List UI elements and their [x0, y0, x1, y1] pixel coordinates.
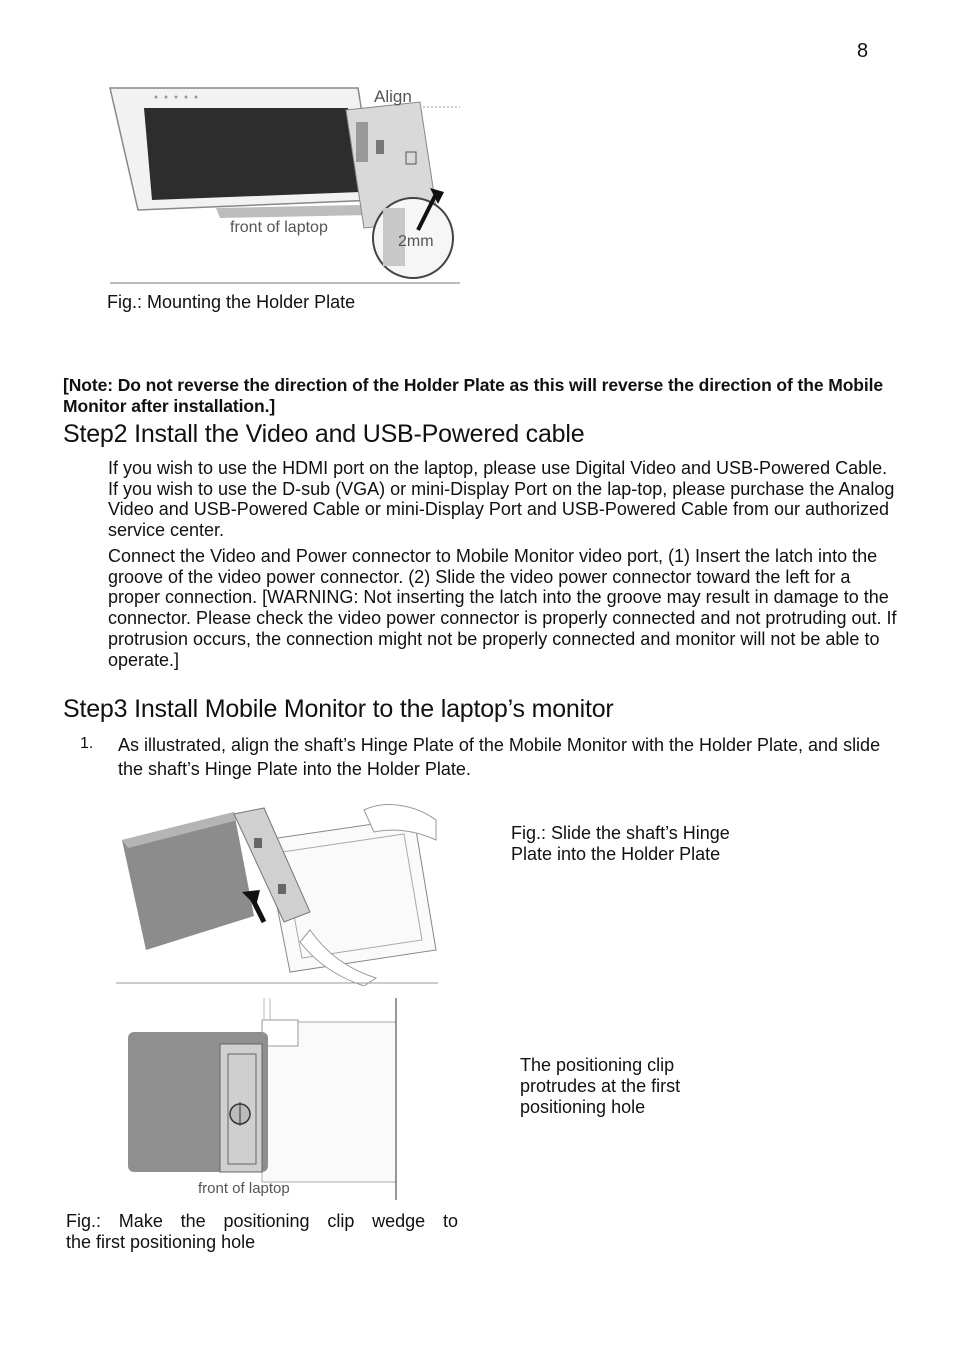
list-item-text: As illustrated, align the shaft’s Hinge Plate of the Mobile Monitor with the Holder Plate, and slide the shaft’s Hinge Plate into the Holder Plate.: [118, 735, 881, 779]
list-item-number: 1.: [80, 735, 94, 752]
step2-heading: Step2 Install the Video and USB-Powered cable: [63, 420, 585, 448]
installation-note: [Note: Do not reverse the direction of the Holder Plate as this will reverse the direction of the Mobile Monitor after installation.]: [63, 375, 884, 416]
figure1-align-label: Align: [374, 87, 412, 106]
figure3-side-line-2: protrudes at the first: [520, 1076, 681, 1096]
figure3-caption-line-1: Fig.: Make the positioning clip wedge to: [66, 1211, 458, 1231]
figure3-front-label: front of laptop: [198, 1180, 290, 1197]
figure2-caption-line-1: Fig.: Slide the shaft’s Hinge: [511, 823, 730, 843]
figure1-caption: Fig.: Mounting the Holder Plate: [107, 292, 356, 312]
figure3-side-line-3: positioning hole: [520, 1097, 646, 1117]
page-number: 8: [857, 40, 869, 62]
figure3-caption-line-2: the first positioning hole: [66, 1232, 256, 1252]
figure3-side-line-1: The positioning clip: [520, 1055, 675, 1075]
figure2-caption-line-2: Plate into the Holder Plate: [511, 844, 721, 864]
figure1-gap-label: 2mm: [398, 233, 434, 250]
figure-slide-hinge-plate: [114, 800, 440, 986]
figure-positioning-clip: [122, 998, 402, 1202]
figure-mounting-holder-plate: [108, 80, 464, 286]
step2-paragraph-2: Connect the Video and Power connector to Mobile Monitor video port, (1) Insert the latch into the groove of the video power connector. (2) Slide the video power connector toward the left for a proper connection. [WARNING: Not inserting the latch into the groove may result in damage to the connector. Please check the video power connector is properly connected and not protruding out. If protrusion occurs, the connection might not be properly connected and monitor will not be able to operate.]: [108, 546, 897, 670]
step2-paragraph-1: If you wish to use the HDMI port on the laptop, please use Digital Video and USB-Powered Cable. If you wish to use the D-sub (VGA) or mini-Display Port on the lap-top, please purchase the Analog Video and USB-Powered Cable or mini-Display Port and USB-Powered Cable from our authorized service center.: [108, 458, 895, 541]
figure1-front-label: front of laptop: [230, 219, 328, 236]
step3-heading: Step3 Install Mobile Monitor to the laptop’s monitor: [63, 695, 614, 723]
